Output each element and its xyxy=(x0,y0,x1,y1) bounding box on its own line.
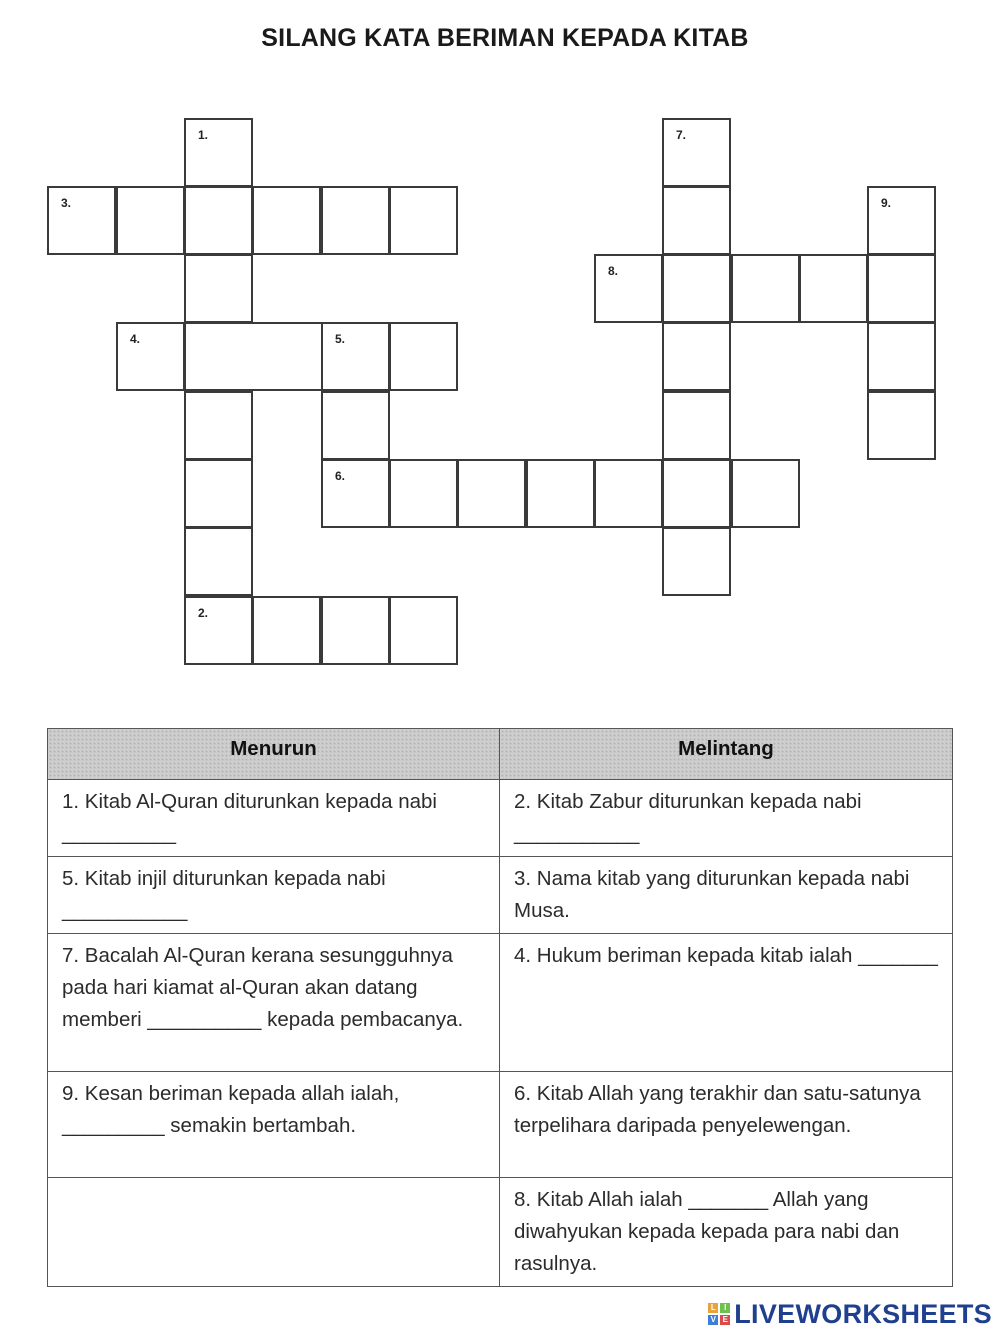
clue-down-9: 9. Kesan beriman kepada allah ialah, _________ semakin bertambah. xyxy=(48,1072,500,1178)
clue-number: 4. xyxy=(130,332,141,346)
clue-down-7: 7. Bacalah Al-Quran kerana sesungguhnya pada hari kiamat al-Quran akan datang memberi __________ kepada pembacanya. xyxy=(48,934,500,1072)
crossword-cell[interactable] xyxy=(867,322,936,391)
crossword-cell[interactable] xyxy=(321,596,390,665)
crossword-cell[interactable] xyxy=(662,391,731,460)
clue-number: 7. xyxy=(676,128,687,142)
crossword-cell[interactable] xyxy=(594,459,663,528)
crossword-cell[interactable] xyxy=(389,459,458,528)
crossword-cell[interactable] xyxy=(526,459,595,528)
crossword-cell[interactable] xyxy=(867,391,936,460)
header-melintang: Melintang xyxy=(500,729,953,780)
logo-letter: I xyxy=(720,1303,730,1313)
logo-letter: L xyxy=(708,1303,718,1313)
clue-across-8: 8. Kitab Allah ialah _______ Allah yang diwahyukan kepada kepada para nabi dan rasulnya. xyxy=(500,1178,953,1287)
crossword-cell[interactable] xyxy=(252,186,321,255)
clue-number: 2. xyxy=(198,606,209,620)
clue-across-6: 6. Kitab Allah yang terakhir dan satu-satunya terpelihara daripada penyelewengan. xyxy=(500,1072,953,1178)
crossword-cell[interactable] xyxy=(321,322,390,391)
clue-down-empty xyxy=(48,1178,500,1287)
clue-down-1: 1. Kitab Al-Quran diturunkan kepada nabi __________ xyxy=(48,780,500,857)
table-row xyxy=(48,857,953,934)
table-row xyxy=(48,780,953,857)
clue-number: 3. xyxy=(61,196,72,210)
logo-letter: E xyxy=(720,1315,730,1325)
crossword-cell[interactable] xyxy=(799,254,868,323)
clues-header-row xyxy=(48,729,953,780)
liveworksheets-logo-icon xyxy=(708,1303,730,1325)
crossword-cell[interactable] xyxy=(184,391,253,460)
crossword-cell[interactable] xyxy=(184,527,253,596)
crossword-cell[interactable] xyxy=(116,186,185,255)
clue-across-4: 4. Hukum beriman kepada kitab ialah _______ xyxy=(500,934,953,1072)
crossword-cell[interactable] xyxy=(662,459,731,528)
crossword-cell[interactable] xyxy=(184,186,253,255)
table-row xyxy=(48,934,953,1072)
crossword-cell[interactable] xyxy=(594,254,663,323)
crossword-cell[interactable] xyxy=(731,459,800,528)
crossword-cell[interactable] xyxy=(321,459,390,528)
clue-across-2: 2. Kitab Zabur diturunkan kepada nabi ___________ xyxy=(500,780,953,857)
clues-table xyxy=(47,728,953,1287)
crossword-cell[interactable] xyxy=(867,254,936,323)
crossword-cell[interactable] xyxy=(662,254,731,323)
crossword-cell[interactable] xyxy=(184,596,253,665)
crossword-cell[interactable] xyxy=(184,254,253,323)
crossword-cell[interactable] xyxy=(662,527,731,596)
crossword-cell[interactable] xyxy=(47,186,116,255)
crossword-cell[interactable] xyxy=(662,186,731,255)
crossword-cell[interactable] xyxy=(867,186,936,255)
crossword-cell[interactable] xyxy=(389,596,458,665)
crossword-cell[interactable] xyxy=(184,118,253,187)
table-row xyxy=(48,1072,953,1178)
crossword-cell[interactable] xyxy=(321,186,390,255)
watermark xyxy=(708,1299,992,1329)
crossword-cell[interactable] xyxy=(662,118,731,187)
crossword-cell[interactable] xyxy=(389,322,458,391)
table-row xyxy=(48,1178,953,1287)
clue-number: 1. xyxy=(198,128,209,142)
crossword-cell[interactable] xyxy=(389,186,458,255)
page-title: SILANG KATA BERIMAN KEPADA KITAB xyxy=(261,24,749,52)
clue-number: 9. xyxy=(881,196,892,210)
crossword-cell[interactable] xyxy=(184,459,253,528)
crossword-cell[interactable] xyxy=(321,391,390,460)
clue-number: 8. xyxy=(608,264,619,278)
crossword-cell[interactable] xyxy=(662,322,731,391)
crossword-cell[interactable] xyxy=(116,322,185,391)
clue-number: 5. xyxy=(335,332,346,346)
clue-number: 6. xyxy=(335,469,346,483)
crossword-cell[interactable] xyxy=(457,459,526,528)
crossword-cell[interactable] xyxy=(184,322,323,391)
crossword-cell[interactable] xyxy=(252,596,321,665)
watermark-text: LIVEWORKSHEETS xyxy=(734,1298,992,1329)
header-menurun: Menurun xyxy=(48,729,500,780)
clue-down-5: 5. Kitab injil diturunkan kepada nabi ___________ xyxy=(48,857,500,934)
logo-letter: V xyxy=(708,1315,718,1325)
crossword-cell[interactable] xyxy=(731,254,800,323)
clue-across-3: 3. Nama kitab yang diturunkan kepada nabi Musa. xyxy=(500,857,953,934)
